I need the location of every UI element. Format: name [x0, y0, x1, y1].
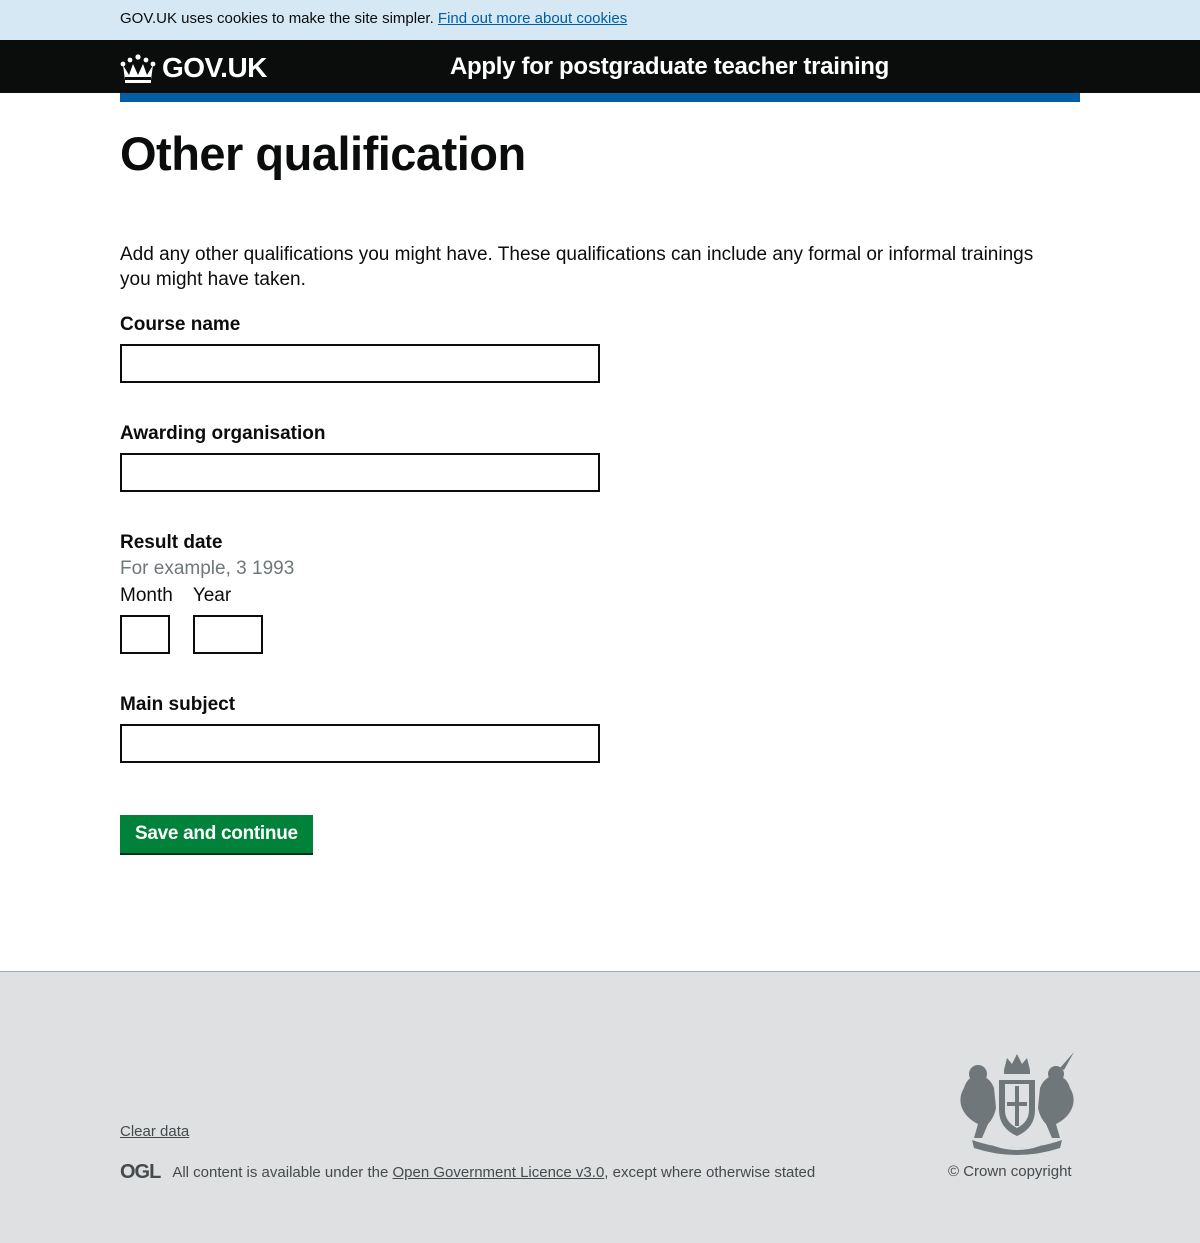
awarding-org-label: Awarding organisation	[120, 422, 326, 444]
cookie-banner-text: GOV.UK uses cookies to make the site simpler.	[120, 10, 434, 27]
awarding-org-group	[120, 423, 1080, 492]
licence-info	[120, 1161, 815, 1184]
year-label: Year	[192, 584, 232, 606]
service-name-link[interactable]: Apply for postgraduate teacher training	[450, 53, 890, 80]
save-and-continue-button[interactable]: Save and continue	[120, 815, 313, 853]
date-inputs	[120, 585, 1080, 654]
month-input[interactable]	[120, 615, 170, 654]
main-subject-label: Main subject	[120, 693, 236, 715]
ogl-logo: OGL	[120, 1161, 161, 1183]
site-footer	[0, 971, 1200, 1243]
header-accent-bar	[120, 93, 1080, 102]
cookie-banner	[0, 0, 1200, 40]
year-item	[193, 585, 263, 654]
main-subject-group	[120, 694, 1080, 763]
month-item	[120, 585, 173, 654]
month-label: Month	[120, 584, 173, 606]
result-date-label: Result date	[120, 531, 223, 553]
licence-suffix: , except where otherwise stated	[604, 1164, 816, 1181]
clear-data-link[interactable]: Clear data	[120, 1123, 190, 1140]
licence-link[interactable]: Open Government Licence v3.0	[392, 1164, 605, 1181]
result-date-group	[120, 532, 1080, 654]
main-subject-input[interactable]	[120, 724, 600, 763]
course-name-label: Course name	[120, 313, 241, 335]
licence-prefix: All content is available under the	[172, 1164, 389, 1181]
page-title: Other qualification	[120, 127, 526, 180]
page-intro: Add any other qualifications you might have. These qualifications can include any formal or informal trainings you might have taken.	[120, 243, 1034, 290]
year-input[interactable]	[193, 615, 263, 654]
govuk-logo-link[interactable]	[120, 52, 267, 84]
course-name-group	[120, 314, 1080, 383]
crown-copyright: © Crown copyright	[948, 1163, 1072, 1180]
course-name-input[interactable]	[120, 344, 600, 383]
main-content	[120, 102, 1080, 763]
cookie-info-link[interactable]: Find out more about cookies	[437, 10, 628, 27]
royal-coat-of-arms-icon	[952, 1048, 1082, 1156]
result-date-hint: For example, 3 1993	[120, 557, 295, 579]
awarding-org-input[interactable]	[120, 453, 600, 492]
site-header	[0, 40, 1200, 93]
logo-text: GOV.UK	[162, 52, 267, 83]
crown-icon	[120, 53, 156, 83]
